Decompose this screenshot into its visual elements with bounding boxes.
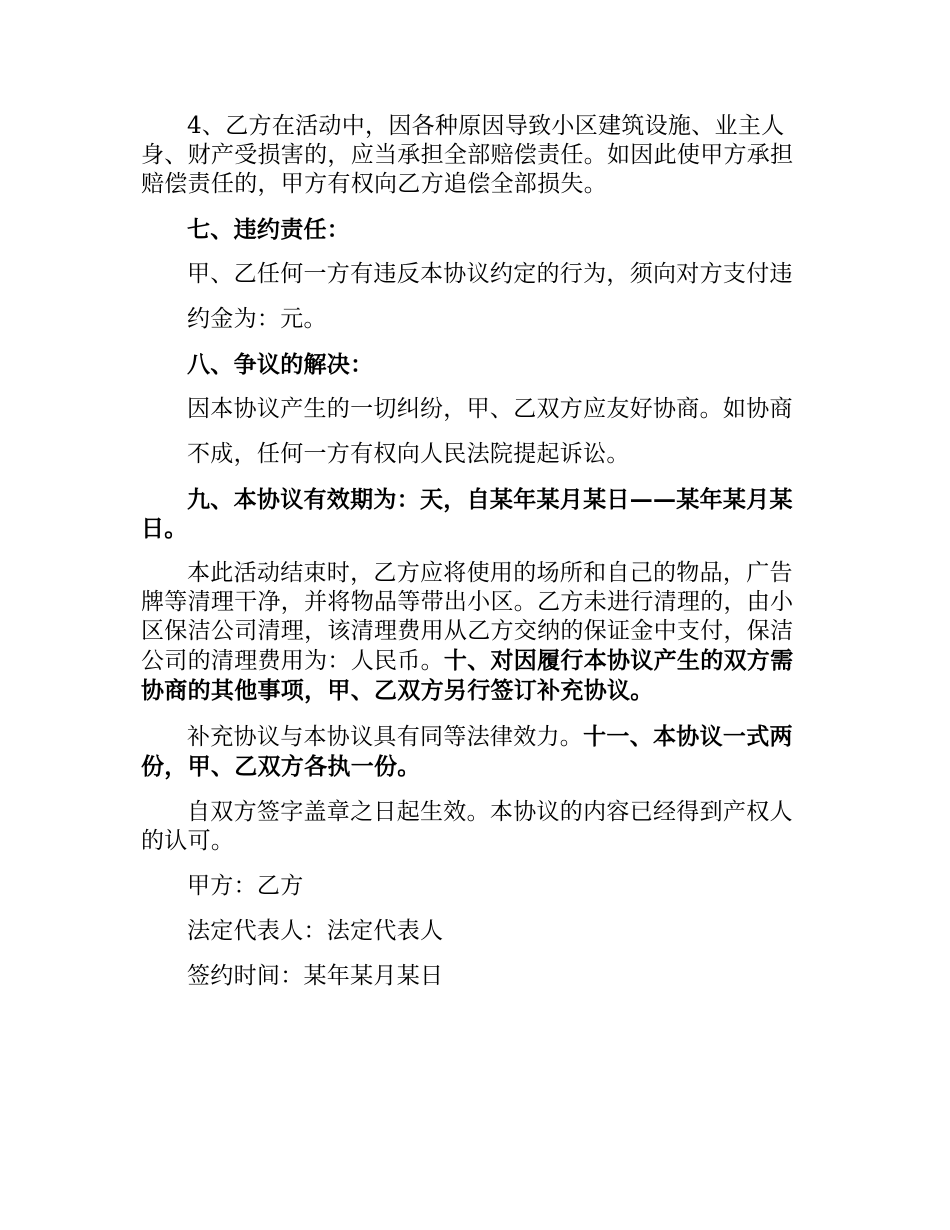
paragraph-effective: 自双方签字盖章之日起生效。本协议的内容已经得到产权人的认可。: [141, 799, 793, 854]
heading-breach-liability: 七、违约责任：: [187, 216, 351, 243]
clause-11-text: 十一、本协议一式两份，甲、乙双方各执一份。: [141, 723, 793, 780]
paragraph-cleanup-and-clause-10: [141, 559, 809, 706]
document-page: [141, 112, 809, 1007]
paragraph-breach-1: 甲、乙任何一方有违反本协议约定的行为，须向对方支付违: [187, 261, 793, 287]
signature-parties: 甲方：乙方: [187, 873, 304, 899]
cleanup-text: 本此活动结束时，乙方应将使用的场所和自己的物品，广告牌等清理干净，并将物品等带出小区。乙方未进行清理的，由小区保洁公司清理，该清理费用从乙方交纳的保证金中支付，保洁公司的清理费用为：人民币。: [141, 560, 794, 674]
supplement-text: 补充协议与本协议具有同等法律效力。: [187, 724, 584, 750]
signature-date: 签约时间：某年某月某日: [187, 963, 444, 989]
signature-legal-representative: 法定代表人：法定代表人: [187, 918, 444, 944]
clause-10-text: 十、对因履行本协议产生的双方需协商的其他事项，甲、乙双方另行签订补充协议。: [141, 647, 794, 704]
paragraph-clause-4: 4、乙方在活动中，因各种原因导致小区建筑设施、业主人身、财产受损害的，应当承担全部赔偿责任。如因此使甲方承担赔偿责任的，甲方有权向乙方追偿全部损失。: [141, 113, 794, 197]
paragraph-breach-2: 约金为：元。: [187, 306, 327, 332]
heading-dispute-resolution: 八、争议的解决：: [187, 351, 374, 378]
heading-validity-period: 九、本协议有效期为：天，自某年某月某日——某年某月某日。: [141, 486, 793, 542]
paragraph-supplement-and-clause-11: [141, 722, 809, 782]
paragraph-dispute-2: 不成，任何一方有权向人民法院提起诉讼。: [187, 441, 630, 467]
paragraph-dispute-1: 因本协议产生的一切纠纷，甲、乙双方应友好协商。如协商: [187, 396, 793, 422]
